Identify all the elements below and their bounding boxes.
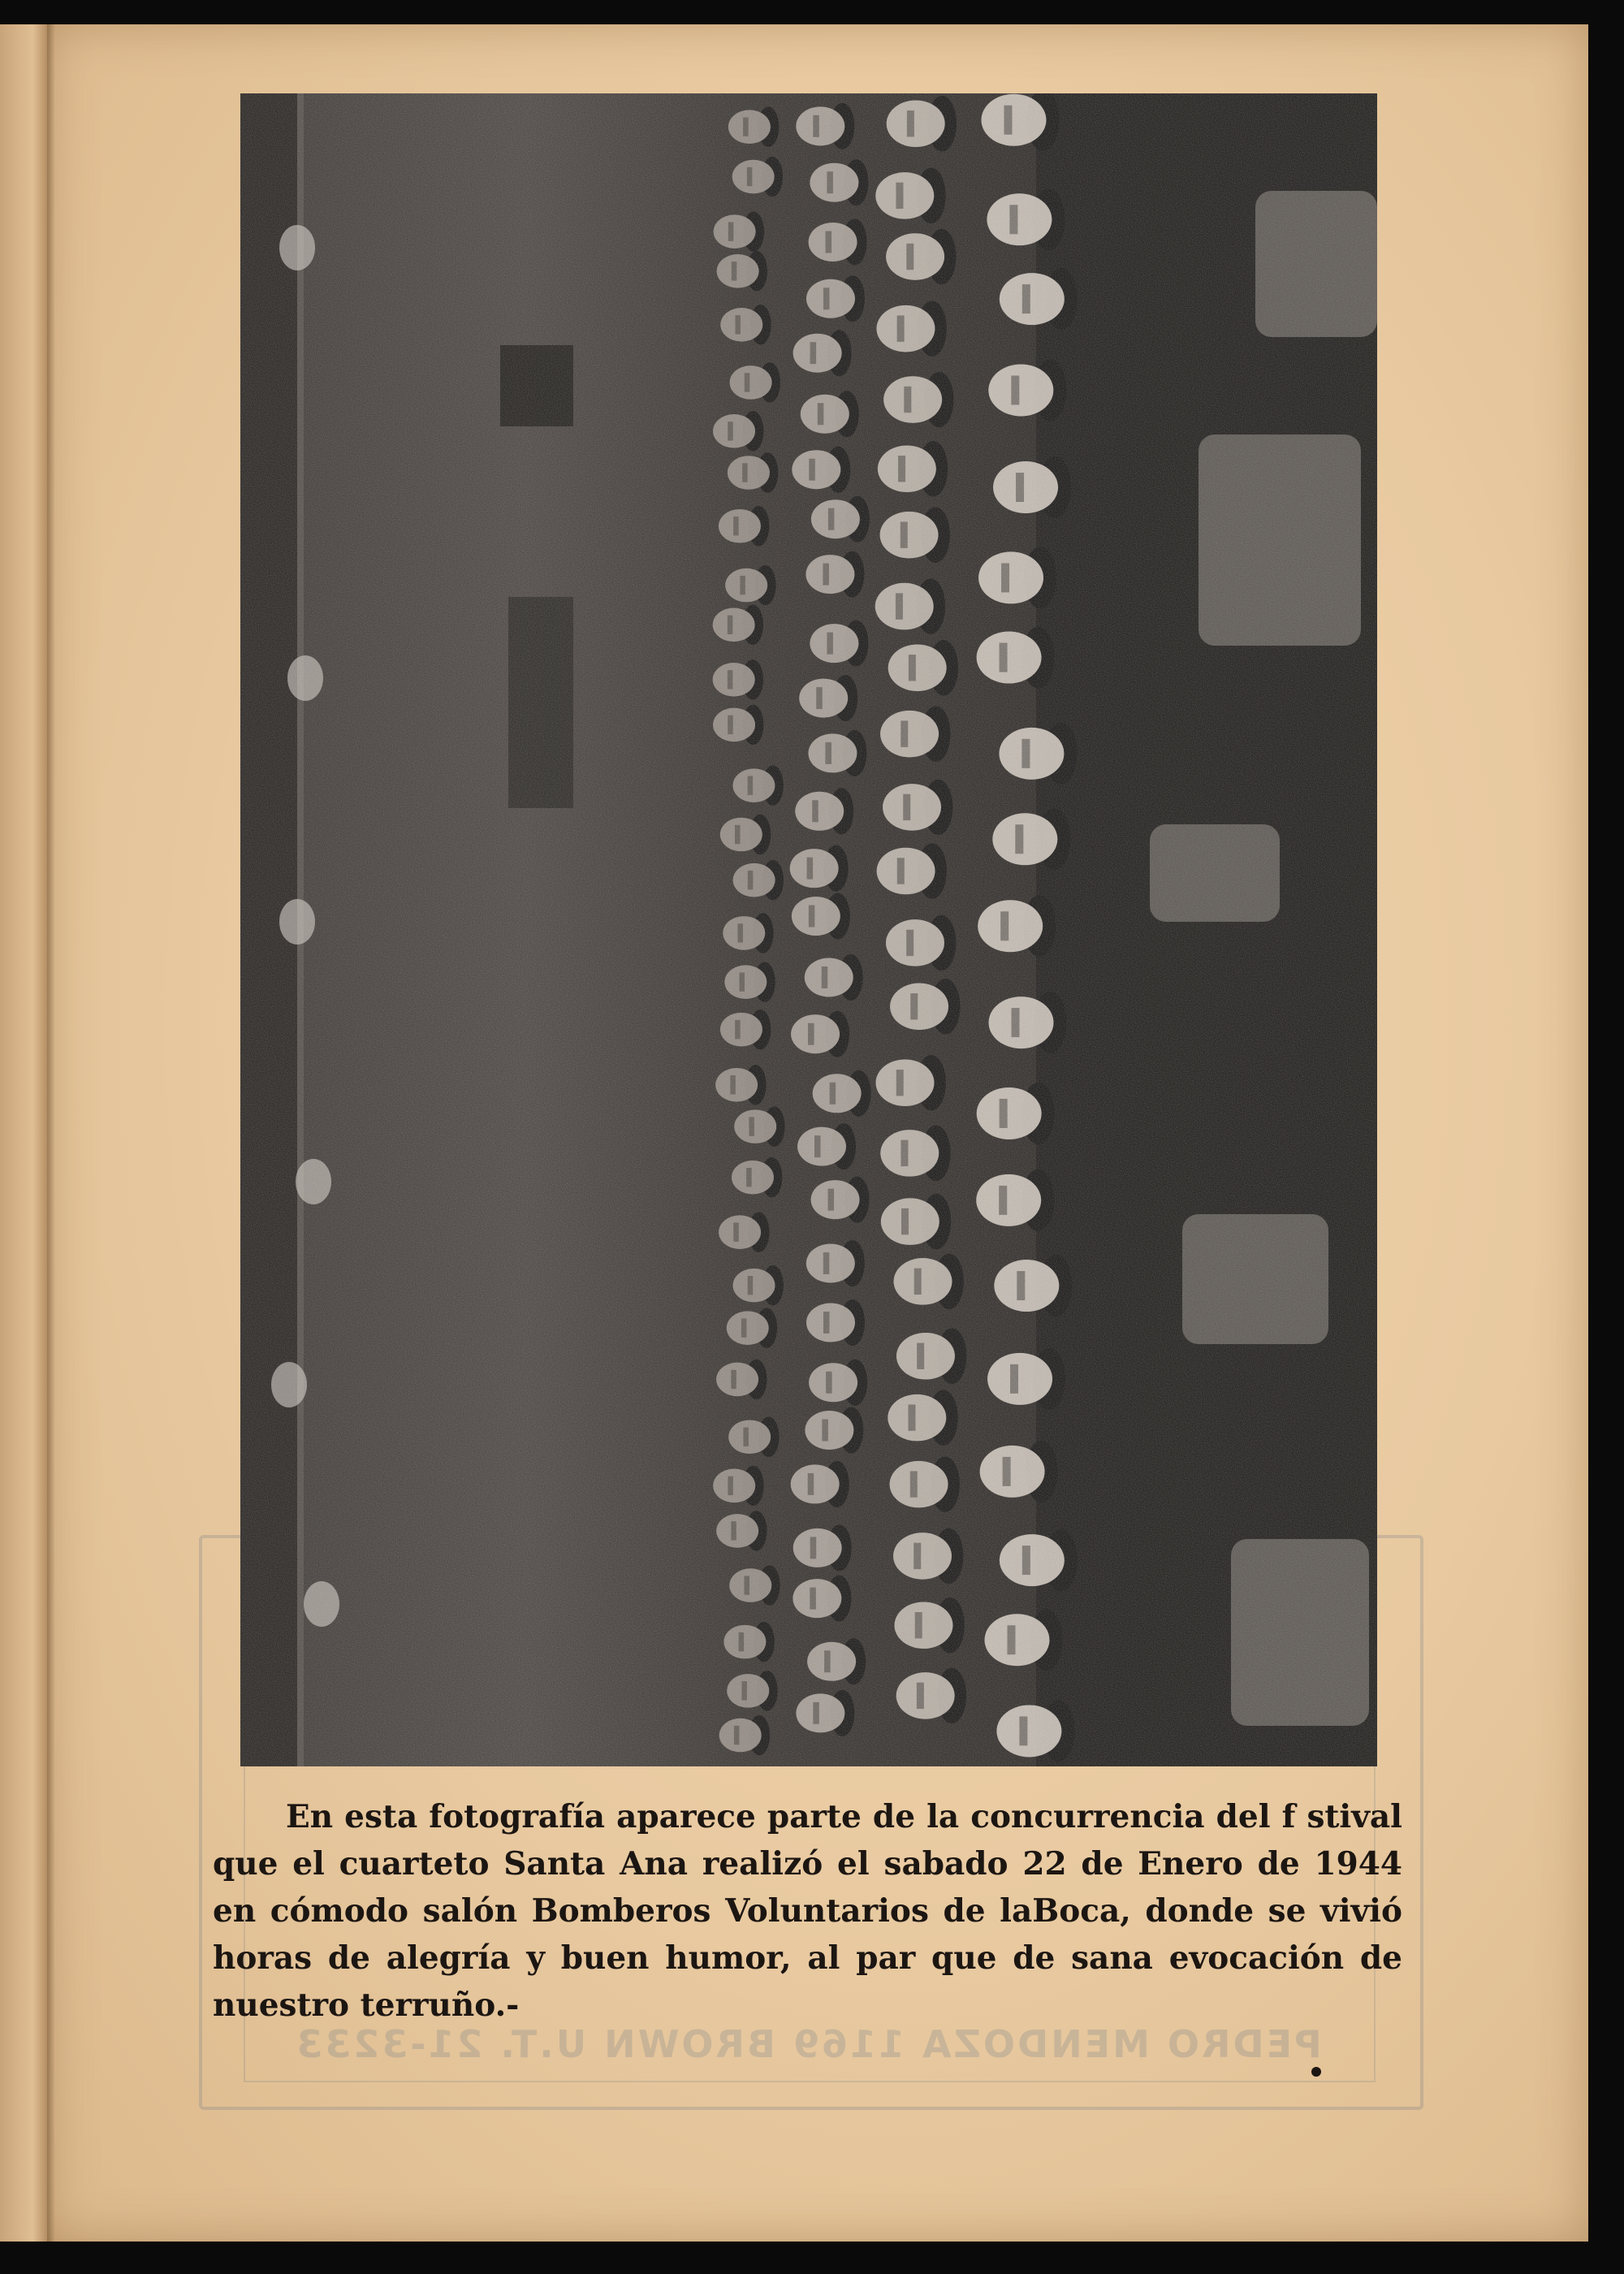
group-photograph-image (240, 93, 1377, 1766)
previous-page-edge (0, 24, 47, 2242)
binding-gutter (47, 24, 55, 2242)
show-through-stamp-text: PEDRO MENDOZA 1169 BROWN U.T. 21-3233 (294, 2022, 1322, 2066)
group-photograph (240, 93, 1377, 1766)
ink-dot (1311, 2067, 1321, 2077)
photo-caption: En esta fotografía aparece parte de la concurrencia del f stival que el cuarteto Santa Ana realizó el sabado 22 de Enero de 1944 en cómodo salón Bomberos Voluntarios de laBoca, donde se vivió horas de alegría y buen humor, al par que de sana evocación de nuestro terruño.- (213, 1798, 1402, 2024)
